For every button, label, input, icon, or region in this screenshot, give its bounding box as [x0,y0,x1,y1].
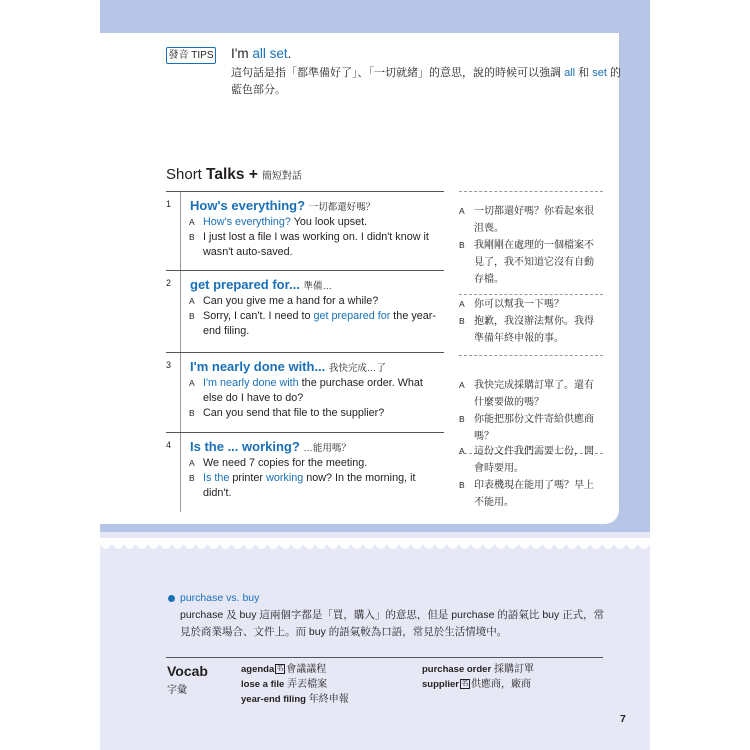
page-number: 7 [620,713,626,725]
translation-a: A 這份文件我們需要七份，開會時要用。 [459,446,594,474]
line-b: B I just lost a file I was working on. I didn't know it wasn't auto-saved. [189,231,429,258]
line-a: A I'm nearly done with the purchase order. What else do I have to do? [189,377,423,404]
page [100,0,650,750]
item-number: 3 [166,360,172,370]
translation-block [459,434,603,511]
item-heading: Is the ... working? …能用嗎？ [190,439,351,454]
dialogue-item [166,432,444,512]
line-a: A Can you give me a hand for a while? [189,295,379,307]
dialogue-item [166,191,444,270]
translation-block [459,191,603,295]
translation-a: A 一切都還好嗎？你看起來很沮喪。 [459,206,594,234]
line-b: B Sorry, I can't. I need to get prepared for the year-end filing. [189,310,436,337]
line-b: B Can you send that file to the supplier? [189,407,385,419]
dialogue-list [166,191,444,512]
line-b: B Is the printer working now? In the morning, it didn't. [189,472,416,499]
vocab-rule [166,657,603,658]
dashed-rule [459,191,603,192]
note-title: purchase vs. buy [180,592,260,604]
item-heading: I'm nearly done with... 我快完成…了 [190,359,386,374]
tips-title: I'm all set. [231,46,292,61]
line-a: A How's everything? You look upset. [189,216,368,228]
translation-b: B 我剛剛在處理的一個檔案不見了，我不知道它沒有自動存檔。 [459,240,594,285]
dashed-rule [459,355,603,356]
translation-a: A 我快完成採購訂單了。還有什麼要做的嗎？ [459,380,594,408]
translation-b: B 印表機現在能用了嗎？早上不能用。 [459,480,594,508]
vocab-entry: purchase order 採購訂單 [422,664,534,675]
vocab-title-zh: 字彙 [167,685,187,696]
note-body: purchase 及 buy 這兩個字都是「買，購入」的意思，但是 purchase 的語氣比 buy 正式，常見於商業場合、文件上。而 buy 的語氣較為口語，常見於生活情境中。 [180,609,605,638]
translation-block [459,287,603,356]
translation-b: B 你能把那份文件寄給供應商嗎？ [459,414,594,442]
tips-badge: 發音 TIPS [166,47,216,64]
vocab-entry: year-end filing 年終申報 [241,694,349,705]
item-heading: get prepared for... 準備… [190,277,332,292]
dialogue-item [166,352,444,432]
line-a: A We need 7 copies for the meeting. [189,457,368,469]
bullet-icon [168,595,175,602]
item-number: 4 [166,440,172,450]
vocab-entry: supplier 名 供應商，廠商 [422,679,531,690]
item-number: 2 [166,278,172,288]
vocab-column-1 [241,662,349,707]
translation-b: B 抱歉，我沒辦法幫你。我得準備年終申報的事。 [459,316,594,344]
section-title: Short Talks + 簡短對話 [166,166,302,183]
noun-tag: 名 [461,680,469,688]
tips-body: 這句話是指「都準備好了」、「一切就緒」的意思，說的時候可以強調 all 和 set 的藍色部分。 [231,67,621,96]
vocab-column-2 [422,662,534,692]
item-heading: How's everything? 一切都還好嗎？ [190,198,376,213]
scallop-divider [100,538,650,554]
vocab-entry: lose a file 弄丟檔案 [241,679,328,690]
item-number: 1 [166,199,172,209]
vocab-entry: agenda 名 會議議程 [241,664,327,675]
dialogue-item [166,270,444,352]
vocab-title: Vocab [167,663,208,679]
noun-tag: 名 [276,665,284,673]
translation-a: A 你可以幫我一下嗎？ [459,299,564,310]
